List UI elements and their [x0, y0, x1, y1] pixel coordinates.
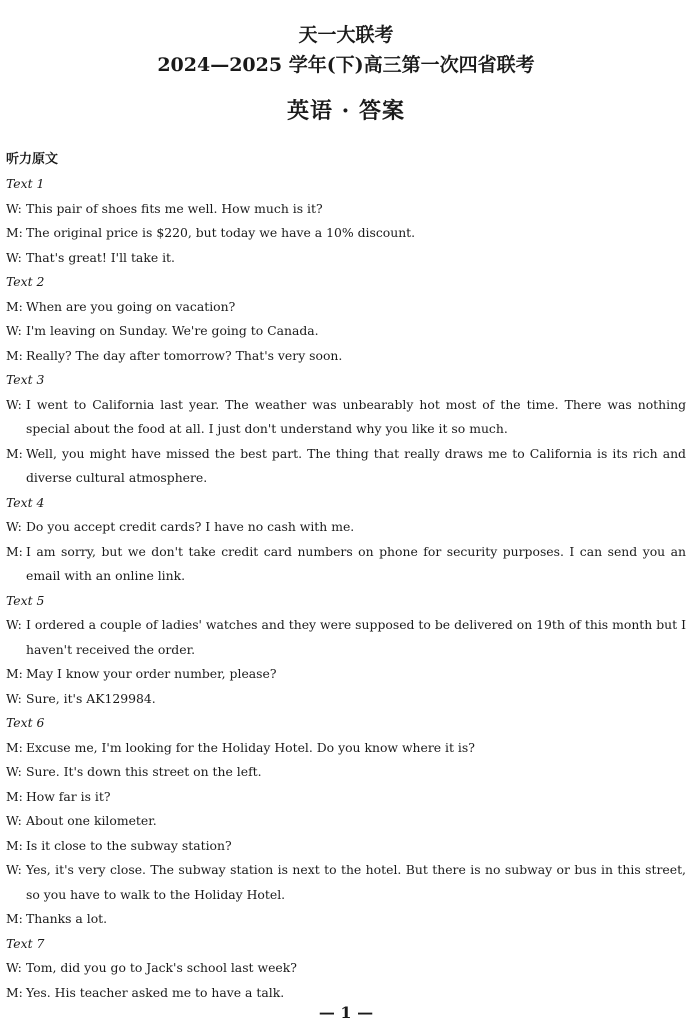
speaker-label: W: — [6, 519, 22, 534]
dialogue-text: Tom, did you go to Jack's school last week? — [26, 960, 297, 975]
text-heading: Text 1 — [6, 176, 45, 191]
dialogue-text: The original price is $220, but today we have a 10% discount. — [26, 225, 416, 240]
speaker-label: M: — [6, 543, 23, 559]
subject-title: 英语 · 答案 — [287, 98, 405, 124]
text-heading: Text 6 — [6, 715, 45, 730]
dialogue-text: Sure. It's down this street on the left. — [26, 764, 262, 779]
dialogue-line — [6, 981, 686, 1006]
dialogue-text: Thanks a lot. — [26, 911, 108, 926]
dialogue-line — [6, 834, 686, 859]
dialogue-text: Excuse me, I'm looking for the Holiday Hotel. Do you know where it is? — [26, 739, 475, 755]
page-number: — 1 — — [318, 1003, 374, 1022]
speaker-label: W: — [6, 249, 22, 265]
text-heading: Text 2 — [6, 274, 45, 289]
dialogue-line — [6, 809, 686, 834]
speaker-label: M: — [6, 837, 23, 853]
text-heading: Text 5 — [6, 592, 45, 608]
speaker-label: M: — [6, 739, 23, 755]
dialogue-line — [6, 736, 686, 761]
dialogue-text: I'm leaving on Sunday. We're going to Canada. — [26, 323, 319, 338]
dialogue-line — [6, 393, 686, 442]
dialogue-text: About one kilometer. — [26, 813, 157, 828]
dialogue-line — [6, 662, 686, 687]
speaker-label: W: — [6, 813, 22, 828]
speaker-label: W: — [6, 764, 22, 779]
dialogue-line — [6, 907, 686, 932]
dialogue-line — [6, 197, 686, 222]
section-title: 听力原文 — [6, 152, 59, 167]
dialogue-text: Is it close to the subway station? — [26, 837, 232, 853]
dialogue-text: I went to California last year. The weather was unbearably hot most of the time. There was nothing special about the food at all. I just don't understand why you like it so much. — [26, 396, 686, 436]
speaker-label: W: — [6, 396, 22, 412]
dialogue-line — [6, 221, 686, 246]
dialogue-text: Do you accept credit cards? I have no cash with me. — [26, 519, 355, 534]
speaker-label: W: — [6, 617, 22, 632]
dialogue-line — [6, 442, 686, 491]
text-heading: Text 7 — [6, 935, 45, 951]
exam-organizer-title: 天一大联考 — [298, 24, 394, 46]
dialogue-line — [6, 956, 686, 981]
dialogue-line — [6, 687, 686, 712]
dialogue-text: When are you going on vacation? — [26, 298, 236, 314]
speaker-label: M: — [6, 788, 23, 804]
speaker-label: M: — [6, 984, 23, 1000]
speaker-label: M: — [6, 347, 23, 363]
dialogue-line — [6, 785, 686, 810]
dialogue-line — [6, 760, 686, 785]
dialogue-text: May I know your order number, please? — [26, 666, 277, 681]
transcript-body — [6, 172, 686, 1005]
exam-name-title: 2024—2025 学年(下)高三第一次四省联考 — [157, 54, 535, 76]
speaker-label: M: — [6, 445, 23, 461]
speaker-label: M: — [6, 225, 23, 240]
text-heading: Text 4 — [6, 494, 45, 510]
dialogue-line — [6, 319, 686, 344]
dialogue-text: I ordered a couple of ladies' watches and they were supposed to be delivered on 19th of this month but I haven't received the order. — [26, 617, 686, 657]
speaker-label: M: — [6, 666, 23, 681]
speaker-label: M: — [6, 911, 23, 926]
speaker-label: W: — [6, 323, 22, 338]
dialogue-text: I am sorry, but we don't take credit card numbers on phone for security purposes. I can send you an email with an online link. — [26, 543, 686, 583]
speaker-label: M: — [6, 298, 23, 314]
dialogue-text: Really? The day after tomorrow? That's very soon. — [26, 347, 343, 363]
dialogue-text: How far is it? — [26, 788, 111, 804]
text-heading: Text 3 — [6, 372, 45, 387]
dialogue-line — [6, 246, 686, 271]
dialogue-line — [6, 515, 686, 540]
dialogue-line — [6, 613, 686, 662]
dialogue-line — [6, 295, 686, 320]
dialogue-text: This pair of shoes fits me well. How much is it? — [26, 200, 323, 216]
speaker-label: W: — [6, 862, 22, 877]
dialogue-text: Sure, it's AK129984. — [26, 690, 156, 706]
dialogue-text: Well, you might have missed the best part. The thing that really draws me to California is its rich and diverse cultural atmosphere. — [26, 445, 686, 485]
dialogue-line — [6, 540, 686, 589]
speaker-label: W: — [6, 200, 22, 216]
dialogue-text: That's great! I'll take it. — [26, 249, 175, 265]
dialogue-text: Yes. His teacher asked me to have a talk. — [26, 984, 285, 1000]
dialogue-line — [6, 344, 686, 369]
speaker-label: W: — [6, 690, 22, 706]
speaker-label: W: — [6, 960, 22, 975]
dialogue-line — [6, 858, 686, 907]
dialogue-text: Yes, it's very close. The subway station is next to the hotel. But there is no subway or bus in this street, so you have to walk to the Holiday Hotel. — [26, 862, 686, 902]
